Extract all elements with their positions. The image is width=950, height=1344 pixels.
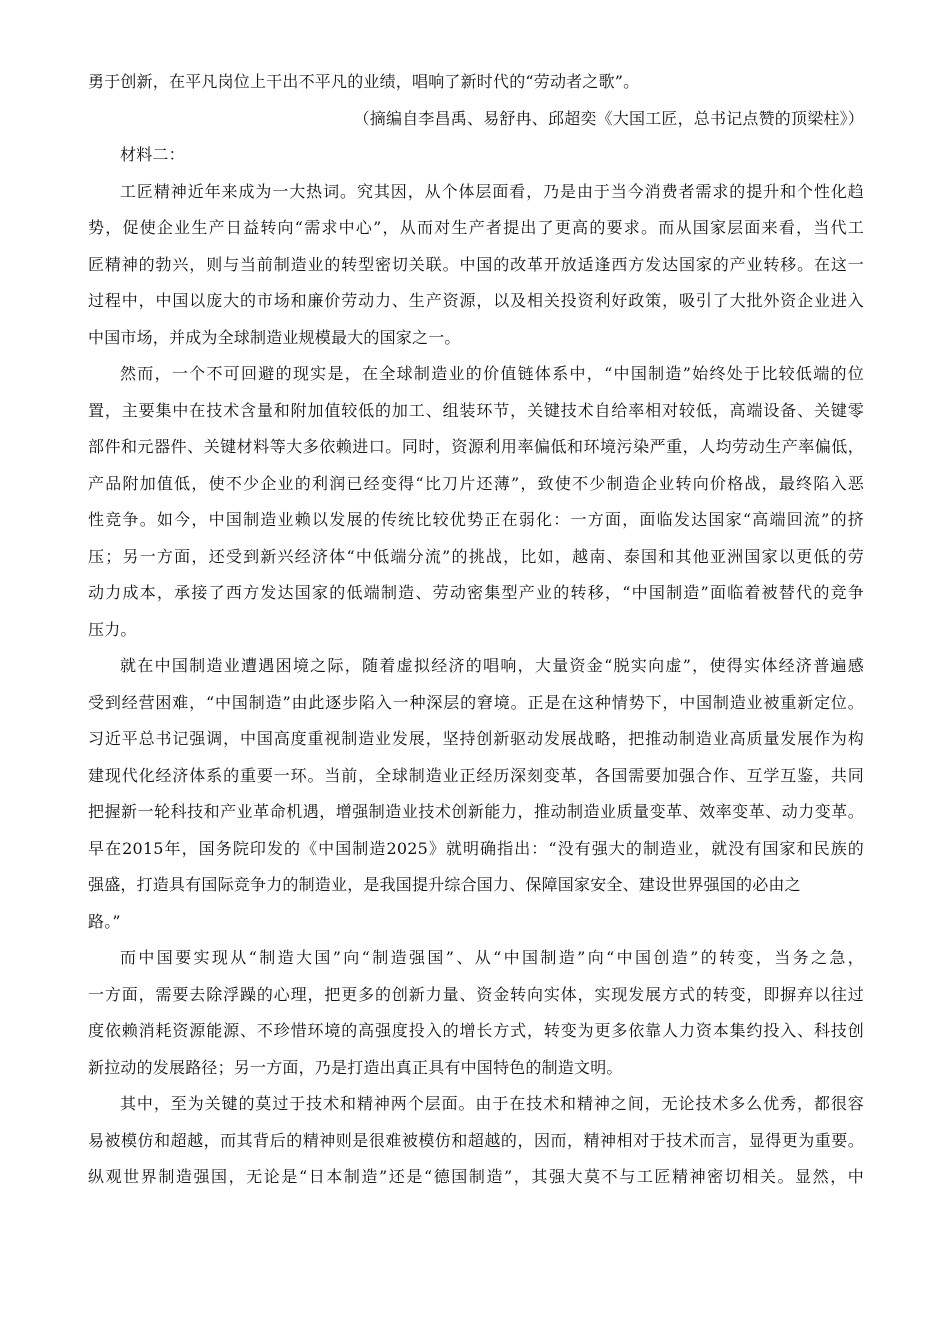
paragraph-line: 纵观世界制造强国，无论是“日本制造”还是“德国制造”，其强大莫不与工匠精神密切相关。显然，中 [88,1167,864,1186]
paragraph-line: 其中，至为关键的莫过于技术和精神两个层面。由于在技术和精神之间，无论技术多么优秀，都很容 [120,1094,864,1113]
paragraph-line: 置，主要集中在技术含量和附加值较低的加工、组装环节，关键技术自给率相对较低，高端设备、关键零 [88,400,864,420]
paragraph-line: 就在中国制造业遭遇困境之际，随着虚拟经济的唱响，大量资金“脱实向虚”，使得实体经济普遍感 [120,656,864,675]
paragraph-line: 匠精神的勃兴，则与当前制造业的转型密切关联。中国的改革开放适逢西方发达国家的产业转移。在这一 [88,254,864,274]
paragraph-line: 而中国要实现从“制造大国”向“制造强国”、从“中国制造”向“中国创造”的转变，当务之急， [120,948,864,967]
paragraph-line: 度依赖消耗资源能源、不珍惜环境的高强度投入的增长方式，转变为更多依靠人力资本集约投入、科技创 [88,1021,864,1040]
paragraph-line: 习近平总书记强调，中国高度重视制造业发展，坚持创新驱动发展战略，把推动制造业高质量发展作为构 [88,729,864,748]
paragraph-line: 工匠精神近年来成为一大热词。究其因，从个体层面看，乃是由于当今消费者需求的提升和个性化趋 [120,181,864,201]
paragraph-line: 产品附加值低，使不少企业的利润已经变得“比刀片还薄”，致使不少制造企业转向价格战，最终陷入恶 [88,473,864,493]
paragraph-line: 路。” [88,911,121,931]
paragraph-line: 性竞争。如今，中国制造业赖以发展的传统比较优势正在弱化：一方面，面临发达国家“高端回流”的挤 [88,510,864,529]
paragraph-line: 部件和元器件、关键材料等大多依赖进口。同时，资源利用率偏低和环境污染严重，人均劳动生产率偏低， [88,437,864,456]
paragraph-line: 强盛，打造具有国际竞争力的制造业，是我国提升综合国力、保障国家安全、建设世界强国的必由之 [88,875,801,894]
paragraph-line: 动力成本，承接了西方发达国家的低端制造、劳动密集型产业的转移，“中国制造”面临着被替代的竞争 [88,583,864,602]
paragraph-line: 建现代化经济体系的重要一环。当前，全球制造业正经历深刻变革，各国需要加强合作、互学互鉴，共同 [88,765,864,785]
paragraph-line: 中国市场，并成为全球制造业规模最大的国家之一。 [88,327,461,347]
paragraph-line: 然而，一个不可回避的现实是，在全球制造业的价值链体系中，“中国制造”始终处于比较低端的位 [120,364,864,383]
document-page [88,64,864,1196]
paragraph-line: 早在2015年，国务院印发的《中国制造2025》就明确指出：“没有强大的制造业，就没有国家和民族的 [88,838,864,858]
paragraph-line: 一方面，需要去除浮躁的心理，把更多的创新力量、资金转向实体，实现发展方式的转变，即摒弃以往过 [88,984,864,1004]
source-citation: （摘编自李昌禹、易舒冉、邱超奕《大国工匠，总书记点赞的顶梁柱》） [353,108,864,128]
paragraph-line: 受到经营困难，“中国制造”由此逐步陷入一种深层的窘境。正是在这种情势下，中国制造业被重新定位。 [88,692,864,712]
section-heading: 材料二： [120,145,185,164]
paragraph-line: 势，促使企业生产日益转向“需求中心”，从而对生产者提出了更高的要求。而从国家层面来看，当代工 [88,218,864,237]
paragraph-line: 压；另一方面，还受到新兴经济体“中低端分流”的挑战，比如，越南、泰国和其他亚洲国家以更低的劳 [88,546,864,566]
paragraph-line: 过程中，中国以庞大的市场和廉价劳动力、生产资源，以及相关投资利好政策，吸引了大批外资企业进入 [88,291,864,310]
paragraph-line: 新拉动的发展路径；另一方面，乃是打造出真正具有中国特色的制造文明。 [88,1057,623,1077]
paragraph-line: 压力。 [88,619,137,639]
paragraph-line: 把握新一轮科技和产业革命机遇，增强制造业技术创新能力，推动制造业质量变革、效率变革、动力变革。 [88,802,864,821]
paragraph-line: 易被模仿和超越，而其背后的精神则是很难被模仿和超越的，因而，精神相对于技术而言，显得更为重要。 [88,1130,864,1150]
text-line: 勇于创新，在平凡岗位上干出不平凡的业绩，唱响了新时代的“劳动者之歌”。 [88,72,640,91]
